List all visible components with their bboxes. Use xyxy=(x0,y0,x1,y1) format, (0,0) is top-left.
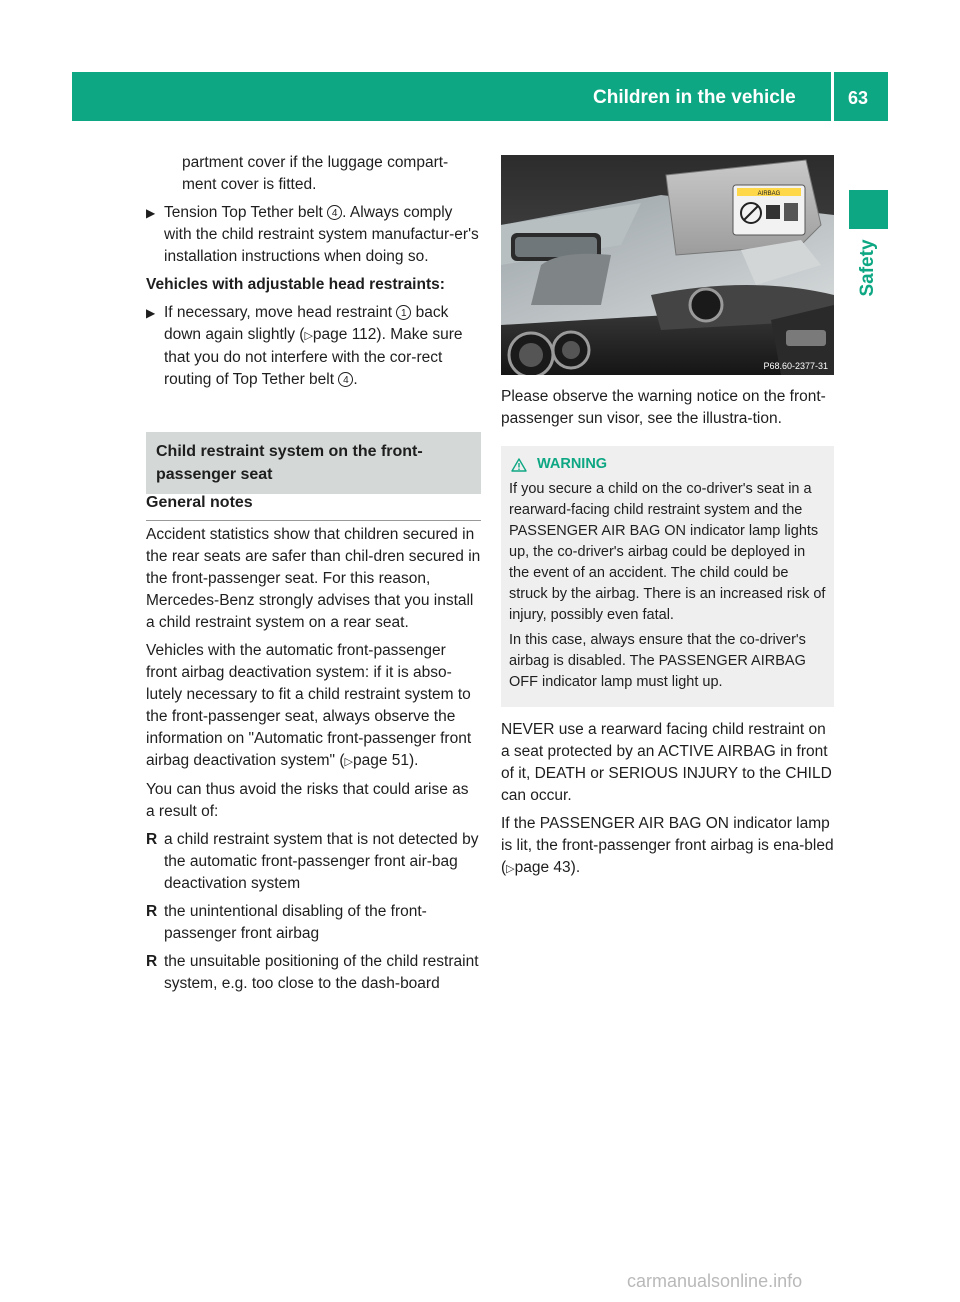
step-arrow-icon: ▶ xyxy=(146,306,156,320)
right-body xyxy=(501,386,834,886)
illustration-code: P68.60-2377-31 xyxy=(763,361,828,371)
step-arrow-icon: ▶ xyxy=(146,206,156,220)
section-tab-label: Safety xyxy=(857,239,878,297)
paragraph-accident-statistics: Accident statistics show that children secured in the rear seats are safer than chil-dren secured in the front-passenger seat. For this reason, Mercedes-Benz strongly advises that you install a child restraint system on a rear seat. xyxy=(146,526,481,631)
warning-paragraph-2: In this case, always ensure that the co-driver's airbag is disabled. The PASSENGER AIRBAG OFF indicator lamp must light up. xyxy=(509,632,806,690)
continued-text xyxy=(146,152,481,397)
list-item: R a child restraint system that is not detected by the automatic front-passenger front air-bag deactivation system xyxy=(146,831,479,892)
callout-4: 4 xyxy=(327,205,342,220)
general-notes-body xyxy=(146,524,481,1001)
footer-watermark: carmanualsonline.info xyxy=(627,1271,803,1291)
continued-line-1: partment cover if the luggage compart- xyxy=(182,154,449,171)
sun-visor-illustration xyxy=(501,155,834,375)
page-number: 63 xyxy=(848,88,869,108)
paragraph-avoid-risks: You can thus avoid the risks that could arise as a result of: xyxy=(146,781,469,820)
car-interior-image xyxy=(501,155,834,375)
callout-4: 4 xyxy=(338,372,353,387)
sun-visor-photo xyxy=(501,155,834,375)
chapter-title: Children in the vehicle xyxy=(593,87,796,108)
warning-box xyxy=(501,446,834,707)
step-tension-top-tether: ▶ Tension Top Tether belt 4 . Always comply with the child restraint system manufactur-er's installation instructions when doing so. xyxy=(146,204,479,265)
list-item: R the unintentional disabling of the front-passenger front airbag xyxy=(146,903,427,942)
page-ref-link[interactable]: page 43 xyxy=(514,859,571,876)
page-ref-arrow-icon: ▷ xyxy=(344,756,353,768)
bullet-marker: R xyxy=(146,831,158,848)
paragraph-never-rearward: NEVER use a rearward facing child restraint on a seat protected by an ACTIVE AIRBAG in front of it, DEATH or SERIOUS INJURY to the CHILD can occur. xyxy=(501,721,832,804)
page-ref-link[interactable]: page 112 xyxy=(312,326,377,343)
warning-heading xyxy=(509,454,826,475)
warning-title: WARNING xyxy=(537,456,608,472)
list-item: R the unsuitable positioning of the child restraint system, e.g. too close to the dash-board xyxy=(146,953,479,992)
warning-triangle-icon xyxy=(511,458,527,472)
visor-label-text: AIRBAG xyxy=(757,191,781,197)
page-ref-arrow-icon: ▷ xyxy=(304,330,313,342)
section-tab-marker xyxy=(849,190,888,229)
page-ref-link[interactable]: page 51 xyxy=(352,752,409,769)
step-move-head-restraint: ▶ If necessary, move head restraint 1 back down again slightly (▷page 112). Make sure that you do not interfere with the cor-rect routing of Top Tether belt 4 . xyxy=(146,304,463,388)
header-separator xyxy=(831,72,834,121)
section-heading-box xyxy=(146,432,481,494)
page-ref-arrow-icon: ▷ xyxy=(506,863,515,875)
adjustable-head-restraints-heading: Vehicles with adjustable head restraints: xyxy=(146,276,445,293)
continued-line-2: ment cover is fitted. xyxy=(182,176,317,193)
callout-1: 1 xyxy=(396,305,411,320)
paragraph-indicator-lamp: If the PASSENGER AIR BAG ON indicator lamp is lit, the front-passenger front airbag is ena-bled (▷page 43). xyxy=(501,815,834,876)
bullet-marker: R xyxy=(146,903,158,920)
paragraph-observe-warning: Please observe the warning notice on the front-passenger sun visor, see the illustra-tion. xyxy=(501,388,826,427)
general-notes-heading: General notes xyxy=(146,492,481,521)
section-title: Child restraint system on the front-passenger seat xyxy=(146,432,481,494)
paragraph-automatic-deactivation: Vehicles with the automatic front-passenger front airbag deactivation system: if it is abso-lutely necessary to fit a child restraint system to the front-passenger seat, always observe the information on "Automatic front-passenger front airbag deactivation system" (▷page 51). xyxy=(146,642,472,769)
bullet-marker: R xyxy=(146,953,158,970)
warning-paragraph-1: If you secure a child on the co-driver's seat in a rearward-facing child restraint system and the PASSENGER AIR BAG ON indicator lamp lights up, the co-driver's airbag could be deployed in the event of an accident. The child could be struck by the airbag. There is an increased risk of injury, possibly even fatal. xyxy=(509,481,826,623)
general-notes xyxy=(146,492,481,521)
